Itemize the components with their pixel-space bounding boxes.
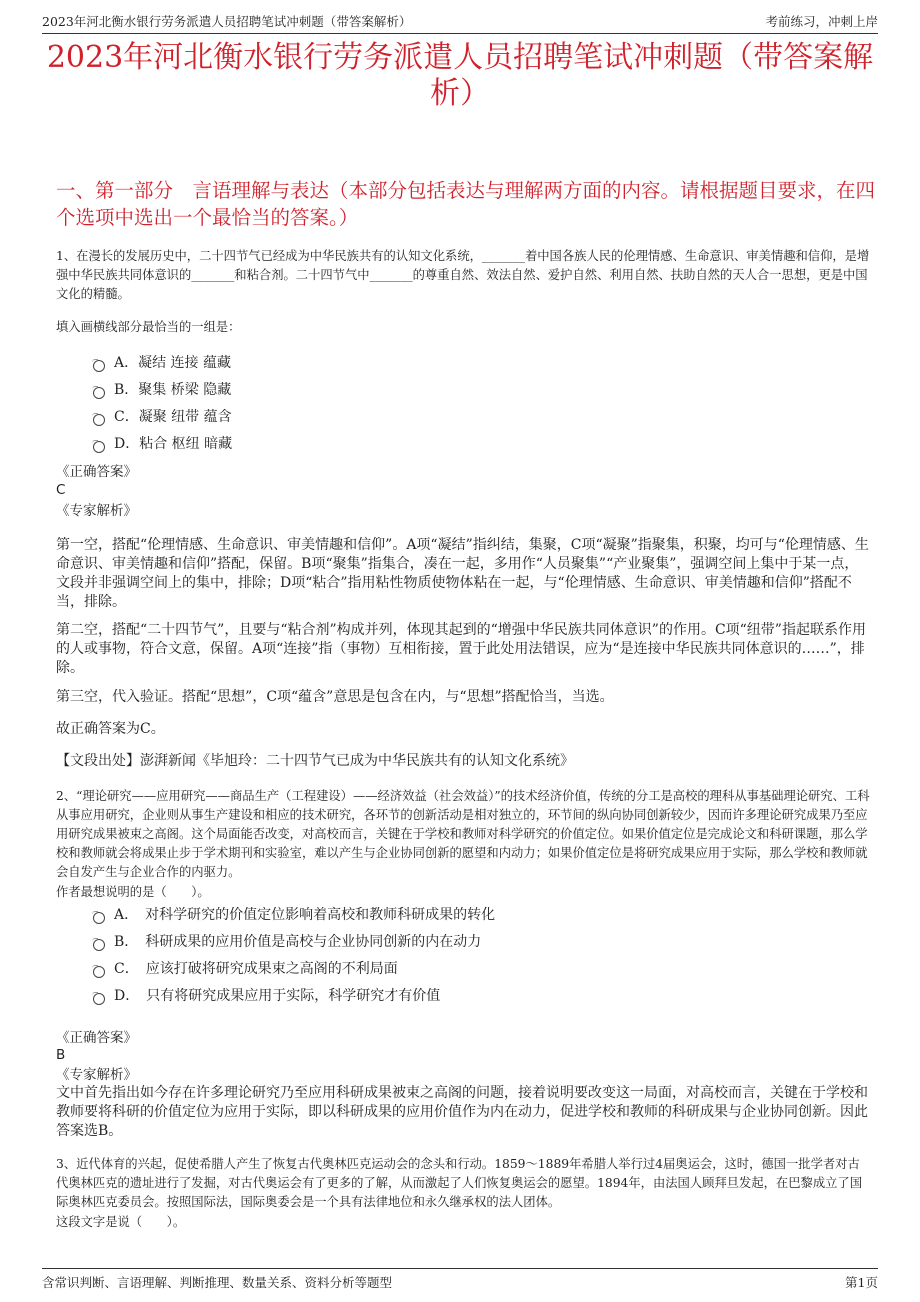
radio-icon[interactable] bbox=[93, 360, 105, 372]
section-heading: 一、第一部分 言语理解与表达（本部分包括表达与理解两方面的内容。请根据题目要求，在四个选项中选出一个最恰当的答案。） bbox=[56, 179, 876, 229]
option-label: A．凝结 连接 蕴藏 bbox=[114, 355, 232, 371]
radio-icon[interactable] bbox=[93, 414, 105, 426]
q1-answer-label: 《正确答案》 bbox=[56, 464, 137, 480]
header-right: 考前练习，冲刺上岸 bbox=[765, 14, 878, 29]
q1-source: 【文段出处】澎湃新闻《毕旭玲：二十四节气已成为中华民族共有的认知文化系统》 bbox=[56, 753, 574, 769]
page-footer bbox=[42, 1268, 878, 1291]
q2-analysis-label: 《专家解析》 bbox=[56, 1067, 137, 1083]
radio-icon[interactable] bbox=[93, 387, 105, 399]
page-number: 第1页 bbox=[845, 1275, 878, 1290]
q1-prompt: 填入画横线部分最恰当的一组是： bbox=[56, 320, 241, 334]
q2-option-a[interactable] bbox=[93, 905, 495, 925]
option-label: B．聚集 桥梁 隐藏 bbox=[114, 382, 232, 398]
radio-icon[interactable] bbox=[93, 912, 105, 924]
q3-stem: 3、近代体育的兴起，促使希腊人产生了恢复古代奥林匹克运动会的念头和行动。1859～1889年希腊人举行过4届奥运会，这时，德国一批学者对古代奥林匹克的遗址进行了发掘，对古代奥运会有了更多的了解，从而激起了人们恢复奥运会的愿望。1894年，由法国人顾拜旦发起，在巴黎成立了国际奥林匹克委员会。按照国际法，国际奥委会是一个具有法律地位和永久继承权的法人团体。 bbox=[56, 1157, 863, 1209]
q1-stem: 1、在漫长的发展历史中，二十四节气已经成为中华民族共有的认知文化系统，_______着中国各族人民的伦理情感、生命意识、审美情趣和信仰，是增强中华民族共同体意识的_______和粘合剂。二十四节气中_______的尊重自然、效法自然、爱护自然、利用自然、扶助自然的天人合一思想，更是中国文化的精髓。 bbox=[56, 249, 870, 301]
q1-analysis-p3: 第三空，代入验证。搭配“思想”，C项“蕴含”意思是包含在内，与“思想”搭配恰当，当选。 bbox=[56, 689, 614, 705]
radio-icon[interactable] bbox=[93, 441, 105, 453]
page-header bbox=[42, 10, 878, 34]
option-label: D．粘合 枢纽 暗藏 bbox=[114, 436, 233, 452]
q1-analysis-p1: 第一空，搭配“伦理情感、生命意识、审美情趣和信仰”。A项“凝结”指纠结，集聚，C项“凝聚”指聚集，积聚，均可与“伦理情感、生命意识、审美情趣和信仰”搭配，保留。B项“聚集”指集合，凑在一起，多用作“人员聚集”“产业聚集”，强调空间上集中于某一点，文段并非强调空间上的集中，排除；D项“粘合”指用粘性物质使物体粘在一起，与“伦理情感、生命意识、审美情趣和信仰”搭配不当，排除。 bbox=[56, 537, 869, 610]
q2-answer-label: 《正确答案》 bbox=[56, 1030, 137, 1046]
q2-analysis: 文中首先指出如今存在许多理论研究乃至应用科研成果被束之高阁的问题，接着说明要改变这一局面，对高校而言，关键在于学校和教师要将科研的价值定位为应用于实际，即以科研成果的应用价值作为内在动力，促进学校和教师的科研成果与企业协同创新。因此答案选B。 bbox=[56, 1085, 868, 1139]
q2-option-b[interactable] bbox=[93, 932, 481, 952]
option-label: B． 科研成果的应用价值是高校与企业协同创新的内在动力 bbox=[114, 934, 482, 950]
option-label: C．凝聚 纽带 蕴含 bbox=[114, 409, 232, 425]
q1-answer: C bbox=[56, 482, 66, 498]
q1-analysis-p4: 故正确答案为C。 bbox=[56, 721, 165, 737]
q3-prompt: 这段文字是说（ ）。 bbox=[56, 1215, 186, 1229]
q1-option-b[interactable] bbox=[93, 380, 231, 400]
radio-icon[interactable] bbox=[93, 966, 105, 978]
radio-icon[interactable] bbox=[93, 939, 105, 951]
q1-analysis-p2: 第二空，搭配“二十四节气”，且要与“粘合剂”构成并列，体现其起到的“增强中华民族共同体意识”的作用。C项“纽带”指起联系作用的人或事物，符合文意，保留。A项“连接”指（事物）互相衔接，置于此处用法错误，应为“是连接中华民族共同体意识的……”，排除。 bbox=[56, 622, 866, 676]
document-title: 2023年河北衡水银行劳务派遣人员招聘笔试冲刺题（带答案解析） bbox=[46, 40, 874, 111]
radio-icon[interactable] bbox=[93, 993, 105, 1005]
option-label: C． 应该打破将研究成果束之高阁的不利局面 bbox=[114, 961, 398, 977]
header-left: 2023年河北衡水银行劳务派遣人员招聘笔试冲刺题（带答案解析） bbox=[42, 14, 412, 29]
q2-answer: B bbox=[56, 1047, 66, 1063]
q1-option-c[interactable] bbox=[93, 407, 232, 427]
option-label: A． 对科学研究的价值定位影响着高校和教师科研成果的转化 bbox=[114, 907, 496, 923]
q2-prompt: 作者最想说明的是（ ）。 bbox=[56, 885, 210, 899]
q1-option-d[interactable] bbox=[93, 434, 232, 454]
footer-left: 含常识判断、言语理解、判断推理、数量关系、资料分析等题型 bbox=[42, 1275, 393, 1290]
q2-option-c[interactable] bbox=[93, 959, 398, 979]
q1-option-a[interactable] bbox=[93, 353, 231, 373]
q2-option-d[interactable] bbox=[93, 986, 440, 1006]
q2-stem: 2、“理论研究——应用研究——商品生产（工程建设）——经济效益（社会效益）”的技术经济价值，传统的分工是高校的理科从事基础理论研究、工科从事应用研究，企业则从事生产建设和相应的技术研究，各环节的创新活动是相对独立的，环节间的纵向协同创新较少，因而许多理论研究成果乃至应用研究成果被束之高阁。这个局面能否改变，对高校而言，关键在于学校和教师对科学研究的价值定位。如果价值定位是完成论文和科研课题，那么学校和教师就会将成果止步于学术期刊和实验室，难以产生与企业协同创新的愿望和内动力；如果价值定位是将研究成果应用于实际，那么学校和教师就会自发产生与企业合作的内驱力。 bbox=[56, 789, 870, 879]
option-label: D． 只有将研究成果应用于实际，科学研究才有价值 bbox=[114, 988, 441, 1004]
q1-analysis-label: 《专家解析》 bbox=[56, 503, 137, 519]
